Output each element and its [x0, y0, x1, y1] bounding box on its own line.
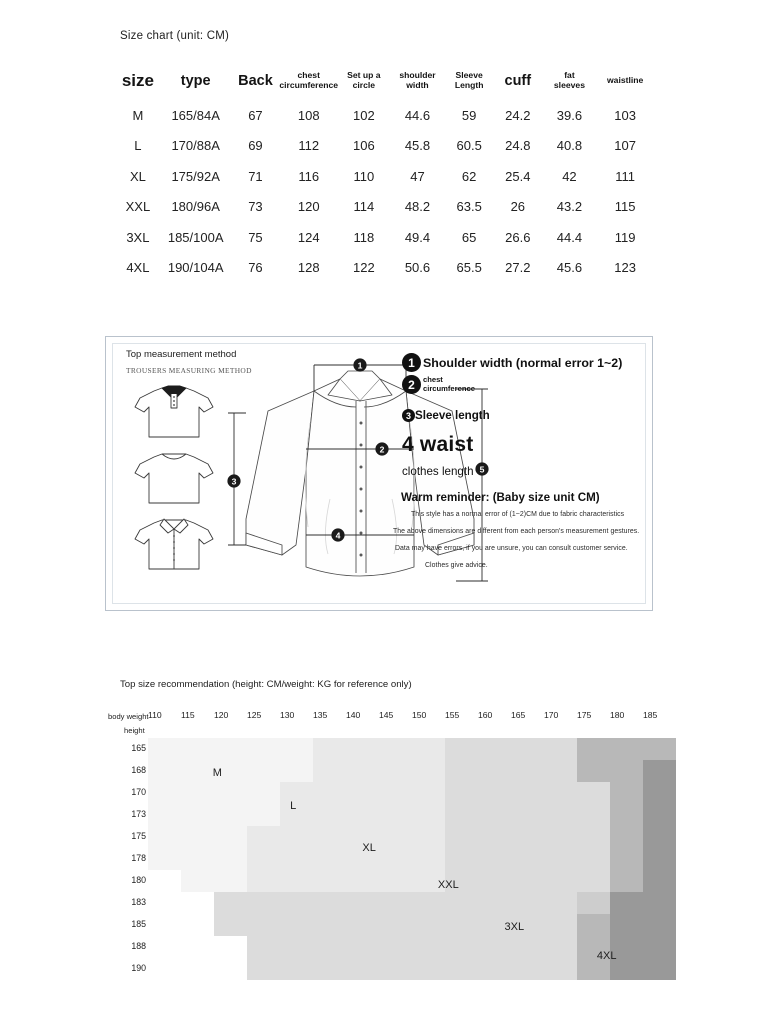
badge-2-icon: 2 [402, 375, 421, 394]
heat-cell-M [181, 870, 247, 892]
height-tick-178: 178 [131, 853, 146, 863]
size-recommendation-heatmap [108, 710, 668, 1000]
table-cell: 124 [297, 229, 320, 245]
svg-text:5: 5 [479, 464, 485, 475]
table-header-row [116, 62, 654, 100]
table-cell: 118 [353, 229, 375, 245]
weight-tick-130: 130 [280, 710, 295, 720]
heat-cell-XL [214, 892, 577, 914]
heat-cell-M [148, 738, 313, 760]
heat-cell-L [247, 870, 445, 892]
table-row [116, 253, 654, 284]
height-tick-165: 165 [131, 743, 146, 753]
height-tick-190: 190 [131, 963, 146, 973]
table-row [116, 131, 654, 162]
table-cell: 103 [614, 107, 636, 123]
heat-cell-XL [445, 804, 610, 826]
weight-tick-165: 165 [511, 710, 526, 720]
column-header-7: cuff [504, 73, 532, 89]
y-axis-label: height [124, 726, 145, 735]
column-header-0: size [121, 71, 154, 90]
heat-cell-4XL [643, 870, 676, 892]
heatmap-region-label-3XL: 3XL [504, 921, 525, 934]
height-tick-173: 173 [131, 809, 146, 819]
warm-reminder-block [393, 491, 649, 579]
heat-cell-XL [247, 936, 577, 958]
table-cell: 123 [614, 260, 636, 276]
tshirt-icon [124, 447, 224, 509]
badge-3-icon: 3 [402, 409, 415, 422]
callout-1-label: Shoulder width (normal error 1~2) [423, 355, 623, 370]
heat-cell-M [148, 826, 247, 848]
table-cell: 40.8 [556, 138, 583, 154]
polo-shirt-icon [124, 381, 224, 443]
heat-cell-L [280, 782, 445, 804]
measurement-heading: Top measurement method [126, 349, 237, 360]
column-header-4: Set up a circle [347, 70, 381, 90]
weight-tick-135: 135 [313, 710, 328, 720]
table-cell: 76 [248, 260, 263, 276]
table-cell: 59 [461, 107, 477, 123]
heat-cell-XL [445, 826, 610, 848]
weight-tick-145: 145 [379, 710, 394, 720]
column-header-9: waistline [606, 75, 644, 86]
table-cell: M [132, 107, 144, 123]
table-cell: 108 [297, 107, 320, 123]
x-axis-label: body weight [108, 712, 149, 721]
height-tick-185: 185 [131, 919, 146, 929]
svg-text:3: 3 [231, 476, 237, 487]
table-cell: 180/96A [171, 199, 220, 215]
warm-reminder-line-2: The above dimensions are different from each person's measurement gestures. [393, 527, 640, 535]
heat-cell-M [148, 804, 280, 826]
table-cell: 122 [353, 260, 375, 276]
column-header-2: Back [238, 73, 273, 89]
heatmap-region-label-4XL: 4XL [596, 949, 617, 962]
table-cell: 65.5 [456, 260, 482, 276]
warm-reminder-heading: Warm reminder: (Baby size unit CM) [401, 491, 600, 504]
table-cell: 26.6 [505, 229, 531, 245]
height-tick-180: 180 [131, 875, 146, 885]
table-cell: 71 [248, 168, 263, 184]
heat-cell-XL [247, 958, 577, 980]
table-cell: 119 [614, 229, 636, 245]
heat-cell-XL [445, 760, 577, 782]
weight-tick-155: 155 [445, 710, 460, 720]
heat-cell-XL [445, 738, 577, 760]
column-header-1: type [180, 73, 211, 89]
table-cell: 120 [297, 199, 320, 215]
callout-5-label: clothes length [402, 465, 474, 478]
callout-shoulder-width [402, 353, 622, 372]
heat-cell-XL [445, 848, 610, 870]
table-cell: 190/104A [167, 260, 224, 276]
measurement-subheading: TROUSERS MEASURING METHOD [126, 366, 252, 375]
table-cell: 63.5 [456, 199, 482, 215]
weight-tick-110: 110 [148, 710, 162, 720]
height-tick-168: 168 [131, 765, 146, 775]
table-cell: 4XL [126, 260, 150, 276]
column-header-8: fat sleeves [553, 70, 585, 90]
table-cell: 111 [615, 168, 636, 184]
table-cell: 67 [248, 107, 263, 123]
heat-cell-L [313, 738, 445, 760]
warm-reminder-line-1: This style has a normal error of (1~2)CM due to fabric characteristics [411, 511, 625, 518]
callout-sleeve-length [402, 409, 490, 422]
heatmap-region-label-XXL: XXL [437, 879, 459, 892]
table-cell: 102 [353, 107, 375, 123]
heat-cell-4XL [610, 958, 676, 980]
table-cell: 42 [562, 168, 577, 184]
table-cell: 44.4 [556, 229, 583, 245]
column-header-5: shoulder width [399, 70, 436, 90]
measurement-method-panel [105, 336, 653, 611]
table-cell: XXL [125, 199, 151, 215]
heatmap-region-label-L: L [290, 800, 297, 813]
garment-thumbnails [124, 381, 224, 581]
size-chart-table [116, 62, 654, 283]
heatmap-region-label-XL: XL [362, 842, 376, 854]
weight-tick-170: 170 [544, 710, 559, 720]
table-cell: 106 [353, 138, 375, 154]
table-cell: L [134, 138, 142, 154]
table-cell: 50.6 [404, 260, 431, 276]
table-cell: 25.4 [505, 168, 531, 184]
heat-cell-XL [214, 914, 577, 936]
heat-cell-L [313, 760, 445, 782]
heat-cell-4XL [610, 892, 676, 914]
weight-tick-140: 140 [346, 710, 361, 720]
heat-cell-4XL [643, 804, 676, 826]
weight-tick-150: 150 [412, 710, 427, 720]
table-cell: 43.2 [556, 199, 583, 215]
callout-3-label: Sleeve length [415, 409, 490, 422]
table-row [116, 100, 654, 131]
weight-tick-115: 115 [181, 710, 195, 720]
table-cell: 24.8 [505, 138, 531, 154]
table-cell: 44.6 [404, 107, 431, 123]
table-cell: 170/88A [171, 138, 220, 154]
callout-waist [402, 433, 473, 457]
table-cell: 45.6 [556, 260, 583, 276]
badge-1-icon: 1 [402, 353, 421, 372]
table-cell: 45.8 [404, 138, 431, 154]
table-cell: 26 [510, 199, 526, 215]
heat-cell-4XL [610, 936, 676, 958]
weight-tick-160: 160 [478, 710, 493, 720]
weight-tick-120: 120 [214, 710, 229, 720]
svg-text:1: 1 [357, 360, 363, 371]
heat-cell-4XL [643, 760, 676, 782]
heat-cell-4XL [610, 914, 676, 936]
heat-cell-3XL [577, 738, 676, 760]
table-cell: 65 [461, 229, 477, 245]
height-tick-175: 175 [131, 831, 146, 841]
weight-tick-185: 185 [643, 710, 658, 720]
table-cell: 27.2 [505, 260, 531, 276]
table-row [116, 192, 654, 223]
table-cell: 62 [461, 168, 477, 184]
table-cell: 110 [353, 168, 375, 184]
table-cell: 112 [298, 138, 320, 154]
heatmap-region-label-M: M [212, 767, 222, 780]
callout-2-label [423, 376, 475, 393]
table-cell: 24.2 [505, 107, 531, 123]
heat-cell-M [148, 848, 247, 870]
warm-reminder-line-3: Data may have errors, if you are unsure, you can consult customer service. [395, 544, 628, 552]
table-cell: 107 [614, 138, 636, 154]
callout-clothes-length [402, 465, 474, 478]
weight-tick-125: 125 [247, 710, 262, 720]
table-cell: 73 [248, 199, 263, 215]
heat-cell-L [247, 848, 445, 870]
heat-cell-M [148, 760, 313, 782]
table-cell: XL [129, 168, 146, 184]
height-tick-188: 188 [131, 941, 146, 951]
table-cell: 175/92A [171, 168, 220, 184]
column-header-3: chest circumference [279, 70, 339, 90]
callout-chest-circumference [402, 375, 475, 394]
heat-cell-XL [445, 870, 610, 892]
svg-text:4: 4 [335, 530, 341, 541]
height-tick-183: 183 [131, 897, 146, 907]
callout-2-line1: chest [423, 374, 443, 384]
table-cell: 48.2 [404, 199, 431, 215]
weight-tick-175: 175 [577, 710, 592, 720]
heat-cell-4XL [643, 848, 676, 870]
warm-reminder-line-4: Clothes give advice. [425, 561, 488, 569]
table-cell: 39.6 [556, 107, 583, 123]
table-cell: 115 [614, 199, 636, 215]
svg-text:2: 2 [379, 444, 385, 455]
heat-cell-4XL [643, 826, 676, 848]
size-chart-title: Size chart (unit: CM) [120, 30, 230, 42]
table-cell: 116 [298, 168, 320, 184]
table-cell: 128 [297, 260, 320, 276]
weight-tick-180: 180 [610, 710, 625, 720]
button-shirt-icon [124, 513, 224, 575]
table-cell: 69 [248, 138, 263, 154]
table-cell: 47 [410, 168, 425, 184]
callout-2-line2: circumference [423, 383, 475, 393]
table-cell: 49.4 [404, 229, 431, 245]
table-row [116, 161, 654, 192]
heat-cell-L [280, 804, 445, 826]
heat-cell-XL [445, 782, 610, 804]
table-cell: 114 [353, 199, 375, 215]
callout-4-label: 4 waist [402, 433, 474, 456]
table-row [116, 222, 654, 253]
table-cell: 165/84A [171, 107, 220, 123]
table-cell: 75 [248, 229, 263, 245]
table-cell: 60.5 [456, 138, 482, 154]
height-tick-170: 170 [131, 787, 146, 797]
recommendation-title: Top size recommendation (height: CM/weight: KG for reference only) [120, 679, 412, 690]
heat-cell-L [247, 826, 445, 848]
heat-cell-M [148, 782, 280, 804]
table-cell: 3XL [126, 229, 150, 245]
column-header-6: Sleeve Length [454, 70, 484, 90]
table-cell: 185/100A [167, 229, 224, 245]
heat-cell-4XL [643, 782, 676, 804]
